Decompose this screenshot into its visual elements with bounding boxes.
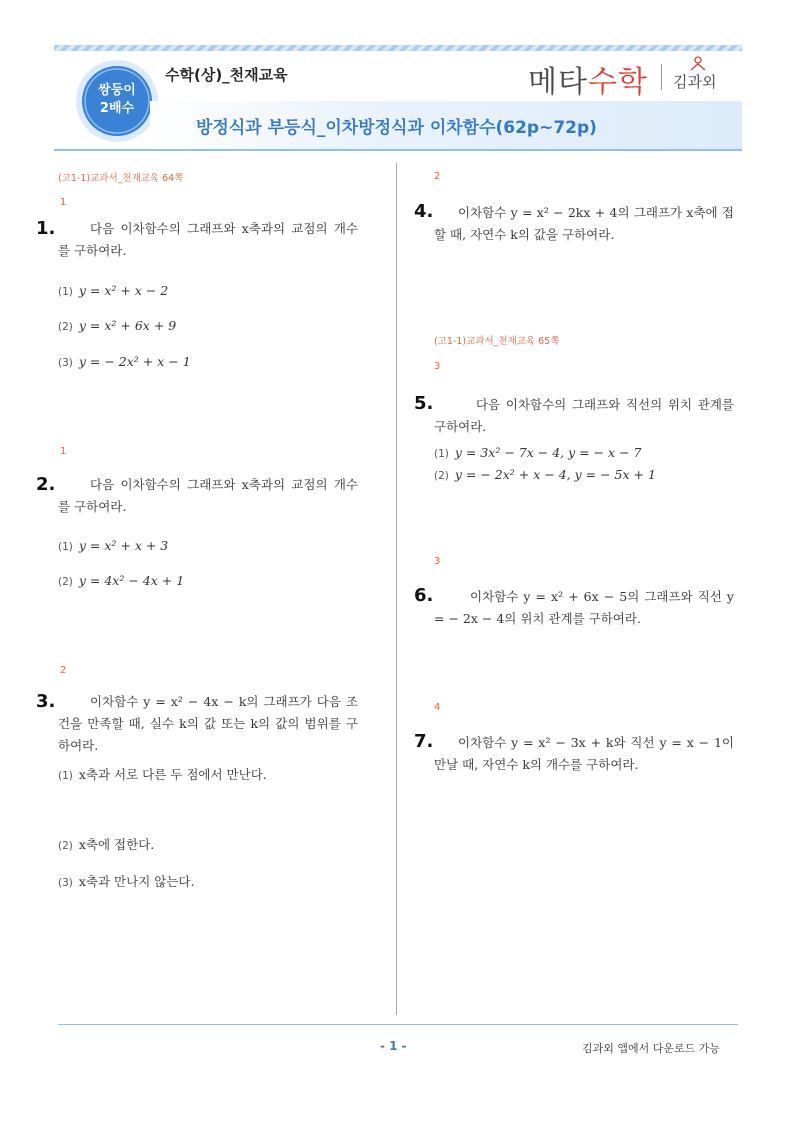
q1-level: 1 xyxy=(60,197,67,208)
logo-text-a: 메타 xyxy=(528,65,588,100)
q3-text: 이차함수 y = x² − 4x − k의 그래프가 다음 조건을 만족할 때, 실수 k의 값 또는 k의 값의 범위를 구하여라. xyxy=(58,694,358,753)
q1-sub-2: (2) y = x² + 6x + 9 xyxy=(58,318,177,333)
footer-line xyxy=(58,1024,738,1025)
page-title: 방정식과 부등식_이차방정식과 이차함수(62p~72p) xyxy=(196,118,597,138)
q5-sub-2: (2) y = − 2x² + x − 4, y = − 5x + 1 xyxy=(434,467,656,482)
subject-label: 수학(상)_천재교육 xyxy=(165,66,288,84)
badge-line-2: 2배수 xyxy=(99,101,135,116)
q4-text: 이차함수 y = x² − 2kx + 4의 그래프가 x축에 접할 때, 자연수 k의 값을 구하여라. xyxy=(434,205,734,242)
q6-level: 3 xyxy=(434,556,441,567)
q1-number: 1. xyxy=(36,218,56,239)
q6-text: 이차함수 y = x² + 6x − 5의 그래프와 직선 y = − 2x − 4의 위치 관계를 구하여라. xyxy=(434,589,734,626)
q2-level: 1 xyxy=(60,446,67,457)
q5-sub-1: (1) y = 3x² − 7x − 4, y = − x − 7 xyxy=(434,445,642,460)
header-stripe xyxy=(54,45,742,51)
column-divider xyxy=(396,163,397,1015)
q5-level: 3 xyxy=(434,361,441,372)
q3-sub-1: (1) x축과 서로 다른 두 점에서 만난다. xyxy=(58,767,267,782)
q2-sub-1: (1) y = x² + x + 3 xyxy=(58,538,169,553)
q5-text: 다음 이차함수의 그래프와 직선의 위치 관계를 구하여라. xyxy=(434,397,734,434)
badge-line-1: 쌍둥이 xyxy=(98,83,136,98)
q3-sub-2: (2) x축에 접한다. xyxy=(58,837,155,852)
q6-number: 6. xyxy=(414,585,434,606)
q5-number: 5. xyxy=(414,393,434,414)
q2-text: 다음 이차함수의 그래프와 x축과의 교점의 개수를 구하여라. xyxy=(58,477,358,514)
q7-level: 4 xyxy=(434,702,441,713)
q3-number: 3. xyxy=(36,691,56,712)
twin-badge xyxy=(74,58,160,144)
kimgwaoe-logo: 김과외 xyxy=(673,73,717,91)
q1-text: 다음 이차함수의 그래프와 x축과의 교점의 개수를 구하여라. xyxy=(58,221,358,258)
source-label-left: (고1-1)교과서_천재교육 64쪽 xyxy=(58,173,184,184)
q4-number: 4. xyxy=(414,201,434,222)
q2-number: 2. xyxy=(36,474,56,495)
page-number: - 1 - xyxy=(380,1039,407,1053)
meta-math-logo xyxy=(528,57,648,101)
q3-level: 2 xyxy=(60,665,67,676)
source-label-right: (고1-1)교과서_천재교육 65쪽 xyxy=(434,336,560,347)
q4-level: 2 xyxy=(434,171,441,182)
q7-number: 7. xyxy=(414,731,434,752)
q1-sub-3: (3) y = − 2x² + x − 1 xyxy=(58,354,191,369)
footer-download-note: 김과외 앱에서 다운로드 가능 xyxy=(582,1042,721,1055)
q3-sub-3: (3) x축과 만나지 않는다. xyxy=(58,874,195,889)
logo-divider xyxy=(661,64,662,90)
title-underline xyxy=(54,149,742,151)
q2-sub-2: (2) y = 4x² − 4x + 1 xyxy=(58,573,185,588)
logo-text-b: 수학 xyxy=(587,65,648,100)
q1-sub-1: (1) y = x² + x − 2 xyxy=(58,283,169,298)
q7-text: 이차함수 y = x² − 3x + k와 직선 y = x − 1이 만날 때, 자연수 k의 개수를 구하여라. xyxy=(434,735,734,772)
